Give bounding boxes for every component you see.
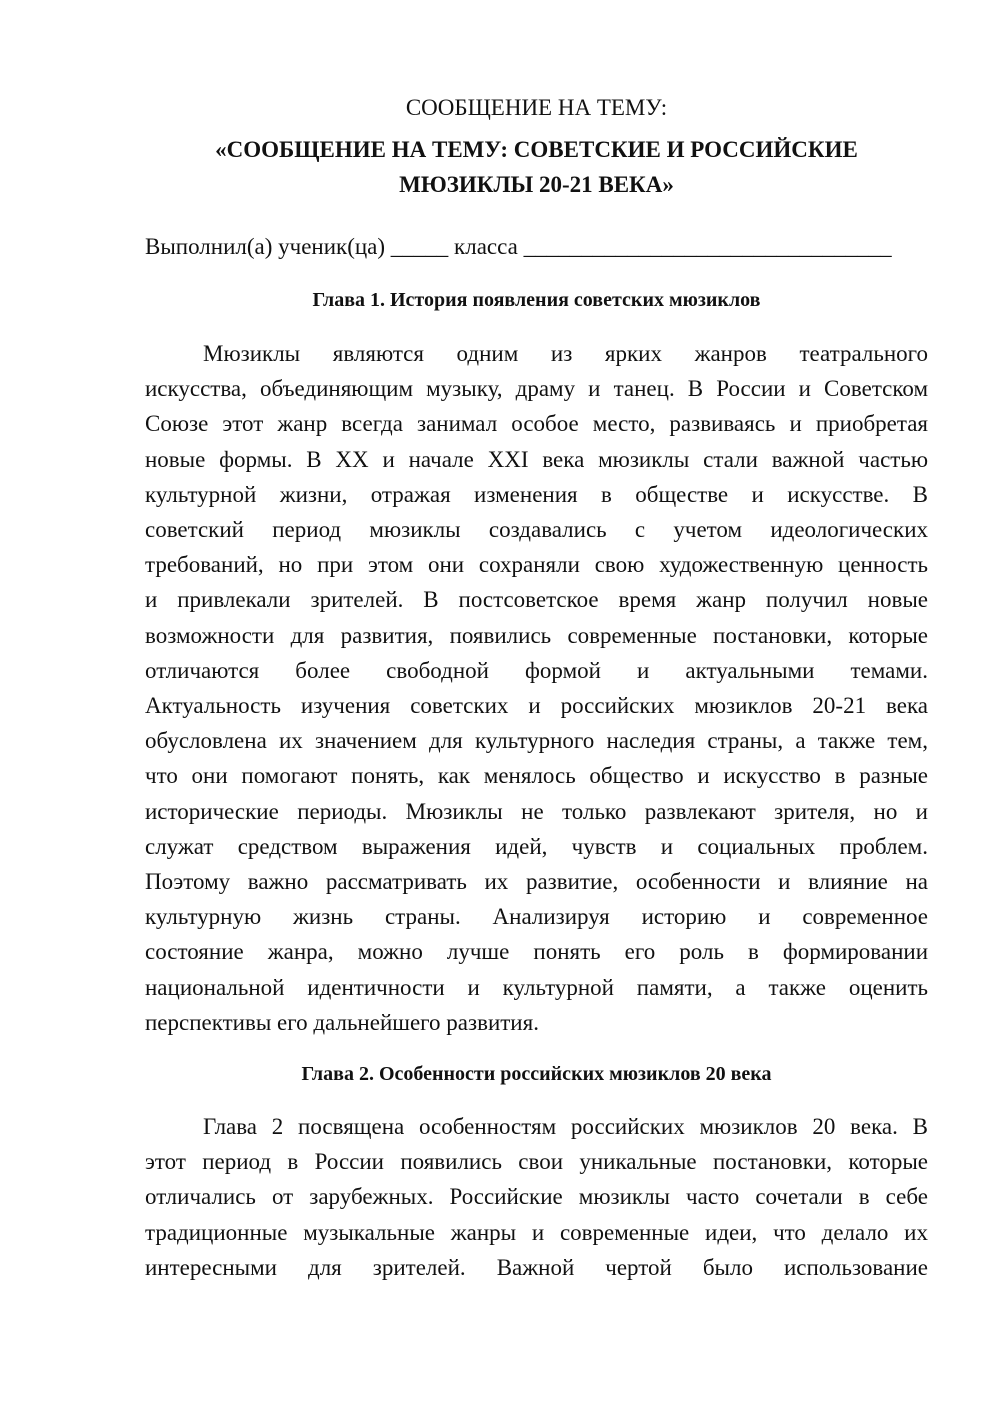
paragraph-line: служат средством выражения идей, чувств и социальных проблем.	[145, 833, 928, 859]
paragraph-line: перспективы его дальнейшего развития.	[145, 1009, 539, 1035]
paragraph-line: обусловлена их значением для культурного наследия страны, а также тем,	[145, 728, 928, 754]
paragraph-line: национальной идентичности и культурной памяти, а также оценить	[145, 974, 928, 1000]
chapter-2-paragraph	[145, 1109, 928, 1285]
paragraph-line: отличаются более свободной формой и актуальными темами.	[145, 657, 928, 683]
paragraph-line: и привлекали зрителей. В постсоветское время жанр получил новые	[145, 587, 928, 613]
paragraph-line: состояние жанра, можно лучше понять его роль в формировании	[145, 939, 928, 965]
paragraph-line: что они помогают понять, как менялось общество и искусство в разные	[145, 763, 928, 789]
chapter-2-heading: Глава 2. Особенности российских мюзиклов 20 века	[301, 1063, 772, 1086]
paragraph-line: новые формы. В XX и начале XXI века мюзиклы стали важной частью	[145, 446, 928, 472]
paragraph-line: Актуальность изучения советских и российских мюзиклов 20-21 века	[145, 693, 928, 719]
document-page	[145, 90, 928, 1285]
paragraph-line: отличались от зарубежных. Российские мюзиклы часто сочетали в себе	[145, 1184, 928, 1210]
paragraph-line: Глава 2 посвящена особенностям российских мюзиклов 20 века. В	[203, 1114, 928, 1140]
document-header: СООБЩЕНИЕ НА ТЕМУ:	[405, 95, 668, 120]
paragraph-line: Мюзиклы являются одним из ярких жанров театрального	[203, 341, 928, 366]
chapter-1-paragraph	[145, 336, 928, 1040]
paragraph-line: культурную жизнь страны. Анализируя историю и современное	[145, 904, 928, 930]
document-title-line: «СООБЩЕНИЕ НА ТЕМУ: СОВЕТСКИЕ И РОССИЙСКИЕ	[215, 137, 858, 162]
document-title	[145, 132, 928, 202]
paragraph-line: советский период мюзиклы создавались с учетом идеологических	[145, 517, 928, 543]
paragraph-line: интересными для зрителей. Важной чертой было использование	[145, 1254, 928, 1280]
document-title-line: МЮЗИКЛЫ 20-21 ВЕКА»	[399, 172, 674, 197]
author-line: Выполнил(а) ученик(ца) _____ класса ________________________________	[145, 234, 892, 259]
paragraph-line: возможности для развития, появились современные постановки, которые	[145, 622, 928, 648]
paragraph-line: традиционные музыкальные жанры и современные идеи, что делало их	[145, 1219, 928, 1245]
paragraph-line: Поэтому важно рассматривать их развитие, особенности и влияние на	[145, 869, 928, 895]
paragraph-line: требований, но при этом они сохраняли свою художественную ценность	[145, 552, 928, 578]
paragraph-line: этот период в России появились свои уникальные постановки, которые	[145, 1149, 928, 1175]
paragraph-line: культурной жизни, отражая изменения в обществе и искусстве. В	[145, 481, 928, 507]
paragraph-line: искусства, объединяющим музыку, драму и танец. В России и Советском	[145, 376, 928, 402]
paragraph-line: исторические периоды. Мюзиклы не только развлекают зрителя, но и	[145, 798, 928, 824]
paragraph-line: Союзе этот жанр всегда занимал особое место, развиваясь и приобретая	[145, 411, 928, 437]
chapter-1-heading: Глава 1. История появления советских мюзиклов	[312, 289, 761, 311]
